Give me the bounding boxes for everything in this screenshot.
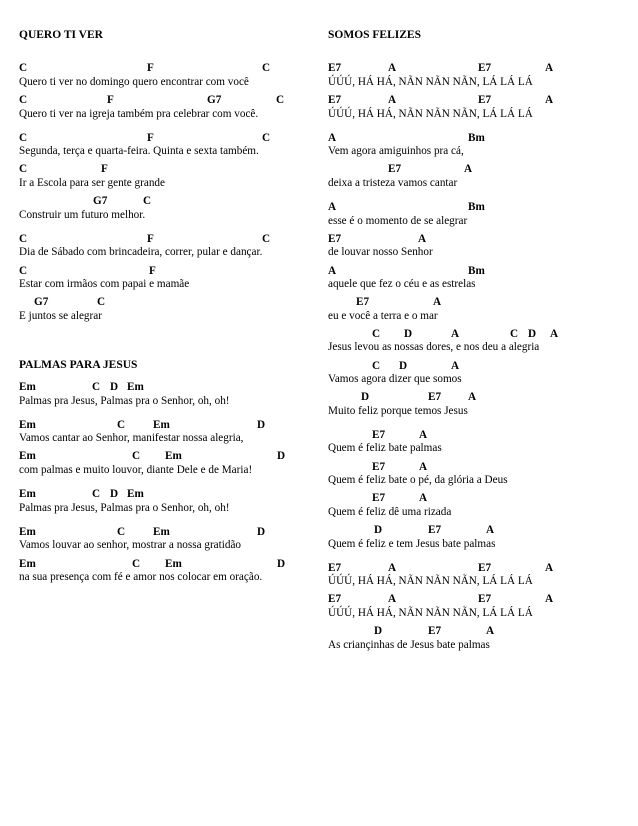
chord-lyric-pair <box>19 233 307 260</box>
chord: C <box>372 327 381 340</box>
lyric-line: Palmas pra Jesus, Palmas pra o Senhor, oh, oh! <box>19 501 230 514</box>
chord: E7 <box>428 524 442 536</box>
chord: A <box>486 625 495 638</box>
chord: A <box>388 62 397 75</box>
lyric-line: ÚÚÚ, HÁ HÁ, NÃN NÃN NÃN, LÁ LÁ LÁ <box>328 606 533 619</box>
lyric-line: Quero ti ver no domingo quero encontrar com você <box>19 75 249 88</box>
chord-line <box>328 429 628 443</box>
chord: A <box>451 327 460 340</box>
chord-line <box>328 296 628 310</box>
chord-line <box>19 132 307 146</box>
chord-line <box>19 450 307 464</box>
chord-lyric-pair <box>19 94 307 121</box>
chord: Em <box>165 557 182 570</box>
chord: C <box>132 450 141 463</box>
chord: C <box>276 94 285 107</box>
chord: C <box>372 359 381 372</box>
chord: A <box>418 232 427 245</box>
lyric-line: Vamos louvar ao senhor, mostrar a nossa gratidão <box>19 539 242 552</box>
chord-line <box>328 265 628 279</box>
chord-lyric-pair <box>328 461 628 488</box>
chord: E7 <box>478 62 492 75</box>
verse-block <box>19 419 307 478</box>
chord: D <box>361 391 370 404</box>
chord-lyric-pair <box>328 391 628 418</box>
chord-line <box>328 233 628 247</box>
chord-line <box>328 328 628 342</box>
chord-lyric-pair <box>328 429 628 456</box>
chord: C <box>143 195 152 208</box>
chord: A <box>433 296 442 309</box>
lyric-line: Segunda, terça e quarta-feira. Quinta e sexta também. <box>19 145 259 158</box>
lyric-line: Jesus levou as nossas dores, e nos deu a alegria <box>328 341 540 354</box>
chord: E7 <box>478 94 492 107</box>
chord: C <box>510 327 519 340</box>
chord: A <box>468 391 477 404</box>
song-title: QUERO TI VER <box>19 29 103 41</box>
chord: A <box>388 561 397 574</box>
chord: Em <box>19 557 36 570</box>
lyric-line: ÚÚÚ, HÁ HÁ, NÃN NÃN NÃN, LÁ LÁ LÁ <box>328 75 533 88</box>
chord: A <box>328 201 337 214</box>
verse-block <box>19 62 307 121</box>
chord-line <box>19 526 307 540</box>
chord-line <box>19 558 307 572</box>
chord: C <box>19 264 28 277</box>
chord: F <box>147 131 154 144</box>
chord-line <box>328 94 628 108</box>
chord-lyric-pair <box>328 625 628 652</box>
chord: C <box>262 131 271 144</box>
chord-lyric-pair <box>19 381 307 408</box>
chord: Em <box>153 418 170 431</box>
chord-line <box>19 296 307 310</box>
verse-block <box>19 381 307 408</box>
chord-lyric-pair <box>328 62 628 89</box>
chord-lyric-pair <box>19 265 307 292</box>
lyric-line: Estar com irmãos com papai e mamãe <box>19 278 190 290</box>
chord: C <box>19 232 28 245</box>
chord: C <box>19 62 28 75</box>
chord: Bm <box>468 201 485 214</box>
chord: D <box>277 450 286 463</box>
chord: C <box>97 296 106 309</box>
chord: C <box>117 418 126 431</box>
chord: E7 <box>328 561 342 574</box>
chord: D <box>528 327 537 340</box>
chord-line <box>19 381 307 395</box>
chord: C <box>19 131 28 144</box>
lyric-line: Quem é feliz bate o pé, da glória a Deus <box>328 474 508 487</box>
chord-lyric-pair <box>328 265 628 292</box>
chord: Em <box>19 381 36 394</box>
chord: E7 <box>328 62 342 75</box>
chord: E7 <box>372 492 386 505</box>
chord: A <box>419 428 428 441</box>
lyric-line: Dia de Sábado com brincadeira, correr, pular e dançar. <box>19 246 263 259</box>
lyric-line: Construir um futuro melhor. <box>19 208 146 221</box>
chord: Em <box>19 450 36 463</box>
chord: A <box>486 524 495 536</box>
chord: E7 <box>478 561 492 574</box>
chord: C <box>19 94 28 107</box>
verse-block <box>328 201 628 418</box>
lyric-line: Vamos agora dizer que somos <box>328 373 462 386</box>
chord: Bm <box>468 264 485 277</box>
chord: D <box>277 557 286 570</box>
chord: G7 <box>34 296 49 309</box>
chord: C <box>92 381 101 394</box>
chord-line <box>328 625 628 639</box>
chord: A <box>388 94 397 107</box>
chord: G7 <box>93 195 108 208</box>
lyric-line: deixa a tristeza vamos cantar <box>328 176 458 189</box>
lyric-line: Vem agora amiguinhos pra cá, <box>328 145 464 158</box>
chord-lyric-pair <box>19 163 307 190</box>
chord: A <box>545 561 554 574</box>
chord-line <box>328 163 628 177</box>
chord-line <box>328 201 628 215</box>
verse-block <box>328 429 628 551</box>
chord: D <box>110 381 119 394</box>
lyric-line: ÚÚÚ, HÁ HÁ, NÃN NÃN NÃN, LÁ LÁ LÁ <box>328 575 533 588</box>
chord: E7 <box>328 232 342 245</box>
chord-lyric-pair <box>19 132 307 159</box>
chord: A <box>419 492 428 505</box>
verse-block <box>328 62 628 121</box>
chord-lyric-pair <box>328 296 628 323</box>
chord-line <box>19 163 307 177</box>
lyric-line: Palmas pra Jesus, Palmas pra o Senhor, oh, oh! <box>19 394 230 407</box>
chord: Em <box>127 488 144 501</box>
chord: C <box>132 557 141 570</box>
lyric-line: com palmas e muito louvor, diante Dele e de Maria! <box>19 463 253 476</box>
chord: A <box>545 593 554 606</box>
chord: A <box>545 94 554 107</box>
chord: A <box>550 327 559 340</box>
chord: Em <box>127 381 144 394</box>
chord-line <box>328 132 628 146</box>
verse-block <box>19 132 307 222</box>
chord: A <box>419 460 428 473</box>
chord: D <box>404 327 413 340</box>
chord: Bm <box>468 131 485 144</box>
chord-lyric-pair <box>19 195 307 222</box>
chord-line <box>19 233 307 247</box>
chord: Em <box>19 525 36 538</box>
chord: F <box>147 232 154 245</box>
chord: E7 <box>328 593 342 606</box>
chord: D <box>399 359 408 372</box>
chord-lyric-pair <box>19 450 307 477</box>
chord-line <box>328 562 628 576</box>
chord-lyric-pair <box>328 593 628 620</box>
chord: E7 <box>428 625 442 638</box>
chord: C <box>262 232 271 245</box>
chord: A <box>464 163 473 176</box>
chord-line <box>19 94 307 108</box>
song-title: PALMAS PARA JESUS <box>19 358 138 371</box>
chord-lyric-pair <box>328 360 628 387</box>
chord-lyric-pair <box>19 488 307 515</box>
chord-line <box>19 62 307 76</box>
chord: F <box>107 94 114 107</box>
chord-lyric-pair <box>19 558 307 585</box>
chord-line <box>19 265 307 279</box>
chord: C <box>262 62 271 75</box>
chord-lyric-pair <box>19 526 307 553</box>
lyric-line: Quem é feliz dê uma rizada <box>328 505 452 518</box>
chord: D <box>257 418 266 431</box>
chord: C <box>117 525 126 538</box>
chord: E7 <box>372 460 386 473</box>
chord: A <box>545 62 554 75</box>
chord-line <box>328 461 628 475</box>
chord: D <box>374 524 383 536</box>
lyric-line: Quem é feliz e tem Jesus bate palmas <box>328 537 496 550</box>
chord: Em <box>153 525 170 538</box>
lyric-line: na sua presença com fé e amor nos colocar em oração. <box>19 571 263 583</box>
chord: E7 <box>428 391 442 404</box>
chord-lyric-pair <box>328 492 628 519</box>
chord: G7 <box>207 94 222 107</box>
chord: C <box>92 488 101 501</box>
chord-line <box>328 360 628 374</box>
lyric-line: Quero ti ver na igreja também pra celebrar com você. <box>19 107 259 120</box>
chord: D <box>257 525 266 538</box>
chord: A <box>388 593 397 606</box>
lyric-line: Muito feliz porque temos Jesus <box>328 404 468 417</box>
chord: C <box>19 163 28 176</box>
lyric-line: E juntos se alegrar <box>19 309 102 322</box>
verse-block <box>19 526 307 585</box>
chord-line <box>328 593 628 607</box>
chord: F <box>101 163 108 176</box>
lyric-line: aquele que fez o céu e as estrelas <box>328 278 476 290</box>
lyric-line: esse é o momento de se alegrar <box>328 214 468 227</box>
chord-line <box>19 195 307 209</box>
chord: F <box>149 264 156 277</box>
chord: Em <box>19 488 36 501</box>
chord-lyric-pair <box>19 296 307 323</box>
lyric-line: Quem é feliz bate palmas <box>328 442 442 455</box>
chord: E7 <box>356 296 370 309</box>
chord: D <box>374 625 383 638</box>
chord-lyric-pair <box>328 94 628 121</box>
chord-line <box>328 391 628 405</box>
chord-lyric-pair <box>19 419 307 446</box>
verse-block <box>19 488 307 515</box>
chord-lyric-pair <box>328 163 628 190</box>
verse-block <box>19 233 307 323</box>
chord-line <box>19 419 307 433</box>
chord: E7 <box>328 94 342 107</box>
chord-lyric-pair <box>19 62 307 89</box>
chord-line <box>328 524 628 538</box>
lyric-line: ÚÚÚ, HÁ HÁ, NÃN NÃN NÃN, LÁ LÁ LÁ <box>328 107 533 120</box>
song-title: SOMOS FELIZES <box>328 29 421 41</box>
chord-line <box>328 62 628 76</box>
chord: D <box>110 488 119 501</box>
chord: E7 <box>388 163 402 176</box>
lyric-line: de louvar nosso Senhor <box>328 246 433 259</box>
chord-lyric-pair <box>328 201 628 228</box>
lyric-line: Vamos cantar ao Senhor, manifestar nossa alegria, <box>19 432 244 445</box>
verse-block <box>328 132 628 191</box>
lyric-line: Ir a Escola para ser gente grande <box>19 176 165 189</box>
chord: A <box>328 264 337 277</box>
chord: A <box>328 131 337 144</box>
lyric-line: As criançinhas de Jesus bate palmas <box>328 638 490 651</box>
chord-lyric-pair <box>328 562 628 589</box>
chord: E7 <box>478 593 492 606</box>
chord-lyric-pair <box>328 328 628 355</box>
chord-lyric-pair <box>328 524 628 551</box>
lyric-line: eu e você a terra e o mar <box>328 309 438 322</box>
chord: A <box>451 359 460 372</box>
chord: Em <box>165 450 182 463</box>
chord: F <box>147 62 154 75</box>
chord-lyric-pair <box>328 233 628 260</box>
chord-lyric-pair <box>328 132 628 159</box>
chord: E7 <box>372 428 386 441</box>
chord-line <box>328 492 628 506</box>
right-column <box>328 26 628 657</box>
chord-line <box>19 488 307 502</box>
chord: Em <box>19 418 36 431</box>
verse-block <box>328 562 628 652</box>
left-column <box>19 26 307 589</box>
